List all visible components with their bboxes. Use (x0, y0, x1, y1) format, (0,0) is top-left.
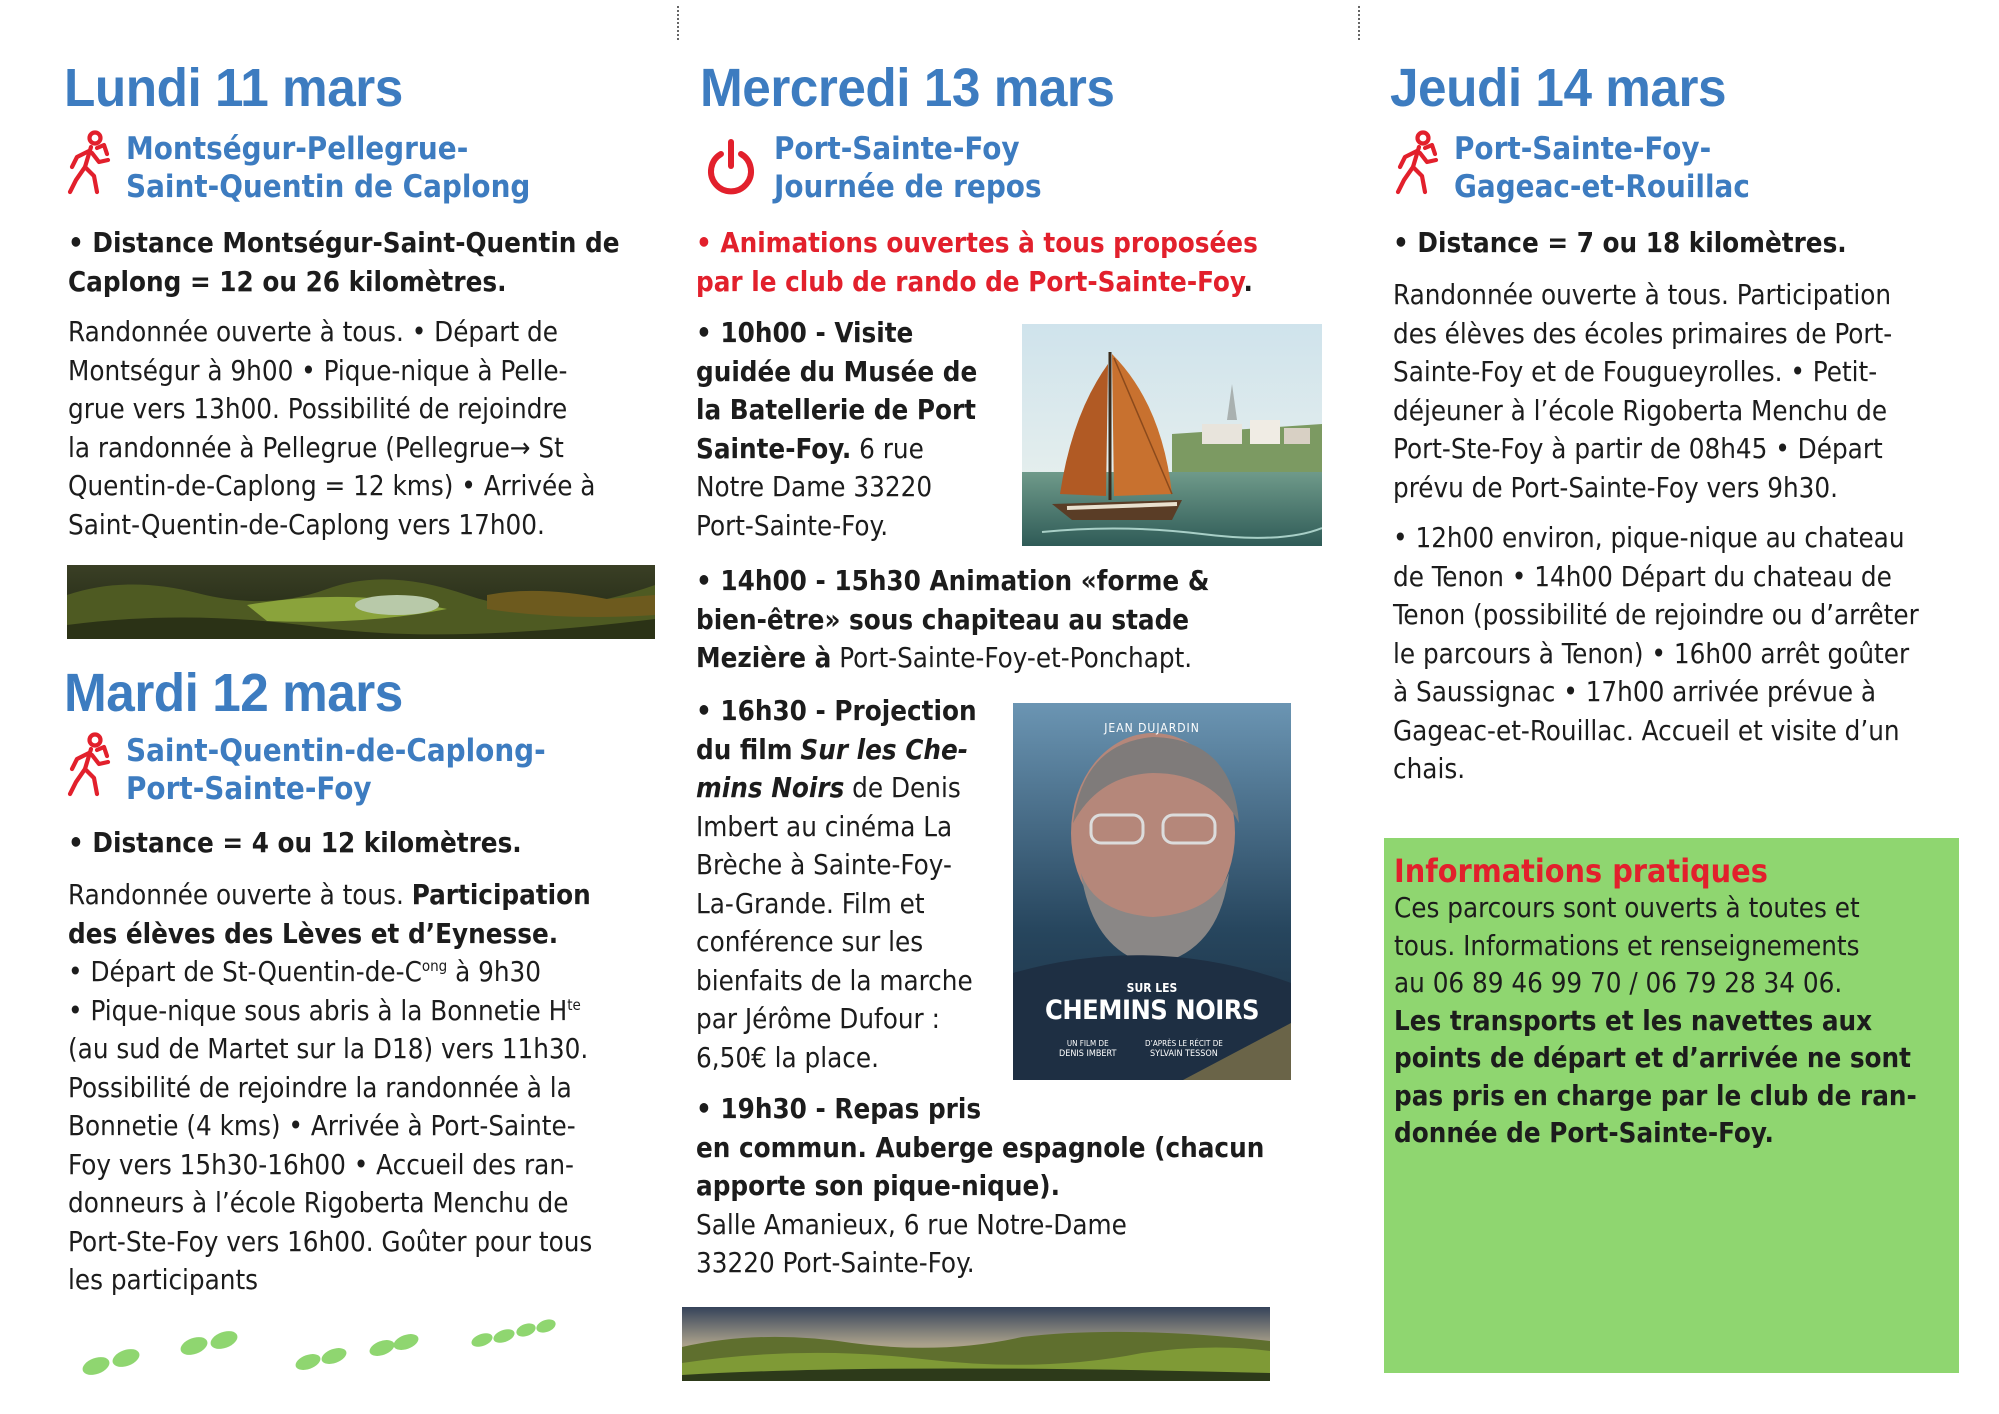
wednesday-route (700, 130, 1042, 206)
tuesday-depart-sup: ong (421, 956, 448, 975)
monday-distance-l1: • Distance Montségur-Saint-Quentin de (68, 227, 620, 259)
thursday-route-line1: Port-Sainte-Foy- (1454, 131, 1712, 167)
wednesday-proj-line: conférence sur les (696, 926, 924, 958)
tuesday-body-line: les participants (68, 1264, 259, 1296)
wednesday-forme-l3: Mezière à (696, 642, 832, 674)
tuesday-route-line1: Saint-Quentin-de-Caplong- (126, 733, 546, 769)
wednesday-proj-film: mins Noirs (696, 772, 845, 804)
tuesday-route-line2: Port-Sainte-Foy (126, 771, 372, 807)
thursday-body-line: Gageac-et-Rouillac. Accueil et visite d’un (1393, 714, 1900, 747)
wednesday-proj-line: par Jérôme Dufour : (696, 1003, 940, 1035)
poster-credit-b1: D’APRÈS LE RÉCIT DE (1145, 1039, 1223, 1048)
wednesday-proj-line: 6,50€ la place. (696, 1041, 879, 1074)
tuesday-body-line: Port-Ste-Foy vers 16h00. Goûter pour tous (68, 1225, 593, 1258)
wednesday-proj-line: bienfaits de la marche (696, 964, 973, 997)
monday-body (68, 313, 595, 544)
tuesday-body-line: donneurs à l’école Rigoberta Menchu de (68, 1187, 569, 1219)
tuesday-body (68, 876, 592, 1300)
thursday-body-line: chais. (1393, 753, 1466, 785)
wednesday-forme-l2: bien-être» sous chapiteau au stade (696, 603, 1190, 636)
info-line: tous. Informations et renseignements (1394, 929, 1860, 962)
fold-mark-right (1358, 6, 1360, 40)
sailboat-painting (1022, 324, 1322, 546)
tuesday-picnic-sup: te (567, 995, 581, 1014)
wednesday-forme-place: Port-Sainte-Foy-et-Ponchapt. (831, 642, 1193, 674)
wednesday-proj-l2: du film (696, 733, 793, 766)
thursday-route (1392, 130, 1750, 206)
thursday-body (1393, 276, 1892, 507)
wednesday-anim-l1: • Animations ouvertes à tous proposées (696, 227, 1258, 259)
hiker-icon (1392, 130, 1442, 196)
wednesday-repas-l2: en commun. Auberge espagnole (chacun (696, 1131, 1265, 1164)
info-bold-line: Les transports et les navettes aux (1394, 1004, 1873, 1037)
tuesday-depart-time: à 9h30 (447, 956, 542, 988)
wednesday-proj-line: La-Grande. Film et (696, 887, 925, 920)
tuesday-body-line: (au sud de Martet sur la D18) vers 11h30. (68, 1033, 589, 1065)
monday-body-line: Randonnée ouverte à tous. • Départ de (68, 316, 558, 348)
tuesday-body-line: Bonnetie (4 kms) • Arrivée à Port-Sainte- (68, 1110, 576, 1142)
thursday-body-line: Sainte-Foy et de Fougueyrolles. • Petit- (1393, 356, 1878, 388)
wednesday-repas (696, 1090, 1264, 1283)
wednesday-route-line2: Journée de repos (774, 169, 1042, 205)
wednesday-visit-address: 6 rue (851, 432, 924, 465)
thursday-body-line: déjeuner à l’école Rigoberta Menchu de (1393, 394, 1888, 427)
wednesday-visit-line: • 10h00 - Visite (696, 317, 914, 349)
wednesday-visit-line: guidée du Musée de (696, 355, 978, 388)
thursday-body-line: • 12h00 environ, pique-nique au chateau (1393, 522, 1905, 554)
tuesday-distance: • Distance = 4 ou 12 kilomètres. (68, 827, 522, 859)
wednesday-repas-l1: • 19h30 - Repas pris (696, 1093, 982, 1125)
monday-body-line: Quentin-de-Caplong = 12 kms) • Arrivée à (68, 470, 596, 502)
wednesday-anim-end: . (1243, 265, 1253, 298)
wednesday-proj-line: Imbert au cinéma La (696, 810, 953, 843)
info-body (1394, 890, 1954, 1153)
info-bold-line: donnée de Port-Sainte-Foy. (1394, 1117, 1774, 1149)
wednesday-forme-l1: • 14h00 - 15h30 Animation «forme & (696, 565, 1210, 597)
thursday-body-line: Tenon (possibilité de rejoindre ou d’arrêter (1393, 599, 1919, 631)
wednesday-forme (696, 562, 1209, 678)
landscape-photo-forest (67, 565, 655, 639)
thursday-title: Jeudi 14 mars (1390, 58, 1727, 118)
wednesday-proj-film: Sur les Che- (800, 733, 969, 766)
thursday-body-line: le parcours à Tenon) • 16h00 arrêt goûter (1393, 637, 1910, 670)
wednesday-proj-l1: • 16h30 - Projection (696, 695, 977, 727)
thursday-body-line: Randonnée ouverte à tous. Participation (1393, 279, 1892, 311)
wednesday-title: Mercredi 13 mars (700, 58, 1115, 118)
wednesday-visit-address: Port-Sainte-Foy. (696, 509, 889, 542)
wednesday-route-line1: Port-Sainte-Foy (774, 131, 1020, 167)
monday-route-line1: Montségur-Pellegrue- (126, 131, 469, 167)
monday-title: Lundi 11 mars (64, 58, 403, 118)
footprints-icon (70, 1318, 590, 1390)
poster-actor: JEAN DUJARDIN (1104, 721, 1200, 735)
poster-credit-b2: SYLVAIN TESSON (1149, 1049, 1218, 1059)
movie-poster (1013, 703, 1291, 1080)
poster-title-l2: CHEMINS NOIRS (1045, 995, 1259, 1026)
tuesday-route (64, 732, 546, 808)
tuesday-depart: • Départ de St-Quentin-de-C (68, 956, 422, 988)
fold-mark-left (677, 6, 679, 40)
info-box (1384, 838, 1959, 1373)
wednesday-repas-l4: Salle Amanieux, 6 rue Notre-Dame (696, 1208, 1127, 1241)
tuesday-participation-l2: des élèves des Lèves et d’Eynesse. (68, 917, 559, 950)
monday-route-line2: Saint-Quentin de Caplong (126, 169, 531, 205)
thursday-body2 (1393, 519, 1919, 789)
info-phone-line: au 06 89 46 99 70 / 06 79 28 34 06. (1394, 967, 1843, 999)
wednesday-repas-l5: 33220 Port-Sainte-Foy. (696, 1247, 975, 1279)
thursday-route-line2: Gageac-et-Rouillac (1454, 169, 1750, 205)
monday-distance-l2: Caplong = 12 ou 26 kilomètres. (68, 265, 507, 298)
thursday-body-line: des élèves des écoles primaires de Port- (1393, 317, 1893, 350)
tuesday-title: Mardi 12 mars (64, 663, 403, 723)
monday-body-line: grue vers 13h00. Possibilité de rejoindre (68, 393, 568, 425)
tuesday-body-line: Possibilité de rejoindre la randonnée à la (68, 1071, 572, 1104)
info-bold-line: points de départ et d’arrivée ne sont (1394, 1042, 1912, 1074)
poster-credit-b (1145, 1039, 1223, 1059)
wednesday-visit-address: Notre Dame 33220 (696, 471, 933, 503)
poster-credit-a (1059, 1039, 1116, 1059)
wednesday-visit (696, 314, 977, 545)
poster-credit-a2: DENIS IMBERT (1059, 1049, 1117, 1059)
wednesday-animations (696, 224, 1258, 301)
wednesday-proj-director: de Denis (844, 772, 961, 804)
landscape-photo-hills (682, 1307, 1270, 1381)
tuesday-participation: Participation (411, 879, 591, 911)
info-title: Informations pratiques (1394, 852, 1768, 890)
thursday-body-line: Port-Ste-Foy à partir de 08h45 • Départ (1393, 433, 1883, 465)
info-line: Ces parcours sont ouverts à toutes et (1394, 892, 1860, 924)
power-icon (700, 130, 762, 196)
tuesday-intro: Randonnée ouverte à tous. (68, 879, 404, 911)
wednesday-visit-line: Sainte-Foy. (696, 432, 852, 465)
monday-route (64, 130, 530, 206)
thursday-body-line: prévu de Port-Sainte-Foy vers 9h30. (1393, 471, 1839, 504)
monday-body-line: Montségur à 9h00 • Pique-nique à Pelle- (68, 354, 568, 387)
info-bold-line: pas pris en charge par le club de ran- (1394, 1079, 1917, 1112)
thursday-distance: • Distance = 7 ou 18 kilomètres. (1393, 227, 1847, 259)
hiker-icon (64, 732, 114, 798)
poster-title-l1: SUR LES (1126, 981, 1178, 995)
wednesday-visit-line: la Batellerie de Port (696, 394, 976, 426)
thursday-body-line: de Tenon • 14h00 Départ du chateau de (1393, 560, 1892, 593)
poster-credit-a1: UN FILM DE (1066, 1039, 1109, 1048)
monday-body-line: Saint-Quentin-de-Caplong vers 17h00. (68, 508, 545, 541)
wednesday-repas-l3: apporte son pique-nique). (696, 1170, 1060, 1202)
wednesday-proj-line: Brèche à Sainte-Foy- (696, 849, 952, 881)
thursday-body-line: à Saussignac • 17h00 arrivée prévue à (1393, 676, 1877, 708)
monday-distance (68, 224, 620, 301)
tuesday-picnic: • Pique-nique sous abris à la Bonnetie H (68, 994, 568, 1027)
tuesday-body-line: Foy vers 15h30-16h00 • Accueil des ran- (68, 1148, 574, 1181)
hiker-icon (64, 130, 114, 196)
wednesday-projection (696, 692, 977, 1077)
monday-body-line: la randonnée à Pellegrue (Pellegrue→ St (68, 431, 564, 464)
wednesday-anim-l2: par le club de rando de Port-Sainte-Foy (696, 265, 1244, 298)
